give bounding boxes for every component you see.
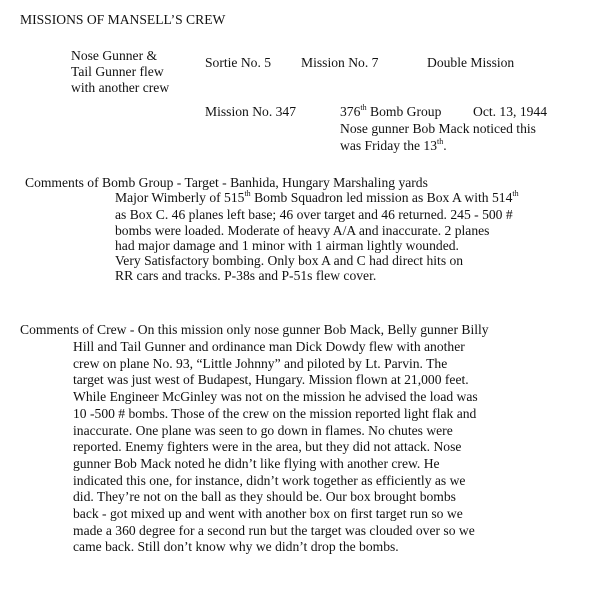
- bomb-group-line: had major damage and 1 minor with 1 airman lightly wounded.: [115, 238, 459, 253]
- crew-comment-line: reported. Enemy fighters were in the area, but they did not attack. Nose: [73, 439, 462, 455]
- bomb-group-line: Very Satisfactory bombing. Only box A and C had direct hits on: [115, 253, 464, 268]
- friday-note: Nose gunner Bob Mack noticed this: [340, 121, 536, 136]
- bomb-group-heading: Comments of Bomb Group - Target - Banhida, Hungary Marshaling yards: [25, 175, 428, 190]
- crew-note-line: Tail Gunner flew: [71, 64, 164, 79]
- mission-date: Oct. 13, 1944: [473, 104, 548, 119]
- crew-comment-line: made a 360 degree for a second run but the target was clouded over so we: [73, 522, 475, 538]
- crew-note-line: Nose Gunner &: [71, 48, 158, 63]
- sortie-number: Sortie No. 5: [205, 55, 272, 70]
- crew-comment-line: 10 -500 # bombs. Those of the crew on the mission reported light flak and: [73, 405, 477, 421]
- crew-comment-line: did. They’re not on the ball as they should be. Our box brought bombs: [73, 489, 456, 505]
- crew-comment-line: target was just west of Budapest, Hungary. Mission flown at 21,000 feet.: [73, 372, 469, 388]
- crew-comment-line: came back. Still don’t know why we didn’t drop the bombs.: [73, 539, 399, 555]
- friday-note: was Friday the 13th.: [340, 137, 447, 153]
- bomb-group-line: bombs were loaded. Moderate of heavy A/A and inaccurate. 2 planes: [115, 223, 490, 238]
- crew-comment-line: Hill and Tail Gunner and ordinance man Dick Dowdy flew with another: [73, 339, 465, 354]
- mission-number: Mission No. 7: [301, 55, 379, 70]
- bomb-group: 376th Bomb Group: [340, 103, 442, 119]
- crew-comment-line: crew on plane No. 93, “Little Johnny” and piloted by Lt. Parvin. The: [73, 355, 448, 371]
- crew-comment-line: gunner Bob Mack noted he didn’t like flying with another crew. He: [73, 455, 440, 471]
- crew-comment-line: back - got mixed up and went with another box on first target run so we: [73, 506, 463, 521]
- double-mission: Double Mission: [427, 55, 515, 70]
- crew-comment-line: indicated this one, for instance, didn’t work together as efficiently as we: [73, 472, 466, 488]
- bomb-group-line: Major Wimberly of 515th Bomb Squadron led mission as Box A with 514th: [115, 189, 519, 205]
- crew-comments-heading: Comments of Crew - On this mission only nose gunner Bob Mack, Belly gunner Billy: [20, 322, 489, 337]
- crew-comment-line: While Engineer McGinley was not on the mission he advised the load was: [73, 389, 478, 405]
- crew-note-line: with another crew: [71, 80, 170, 95]
- crew-comment-line: inaccurate. One plane was seen to go down in flames. No chutes were: [73, 422, 453, 438]
- group-mission-number: Mission No. 347: [205, 104, 297, 119]
- bomb-group-line: RR cars and tracks. P-38s and P-51s flew cover.: [115, 268, 377, 283]
- bomb-group-line: as Box C. 46 planes left base; 46 over target and 46 returned. 245 - 500 #: [115, 207, 513, 222]
- page-title: MISSIONS OF MANSELL’S CREW: [20, 12, 226, 27]
